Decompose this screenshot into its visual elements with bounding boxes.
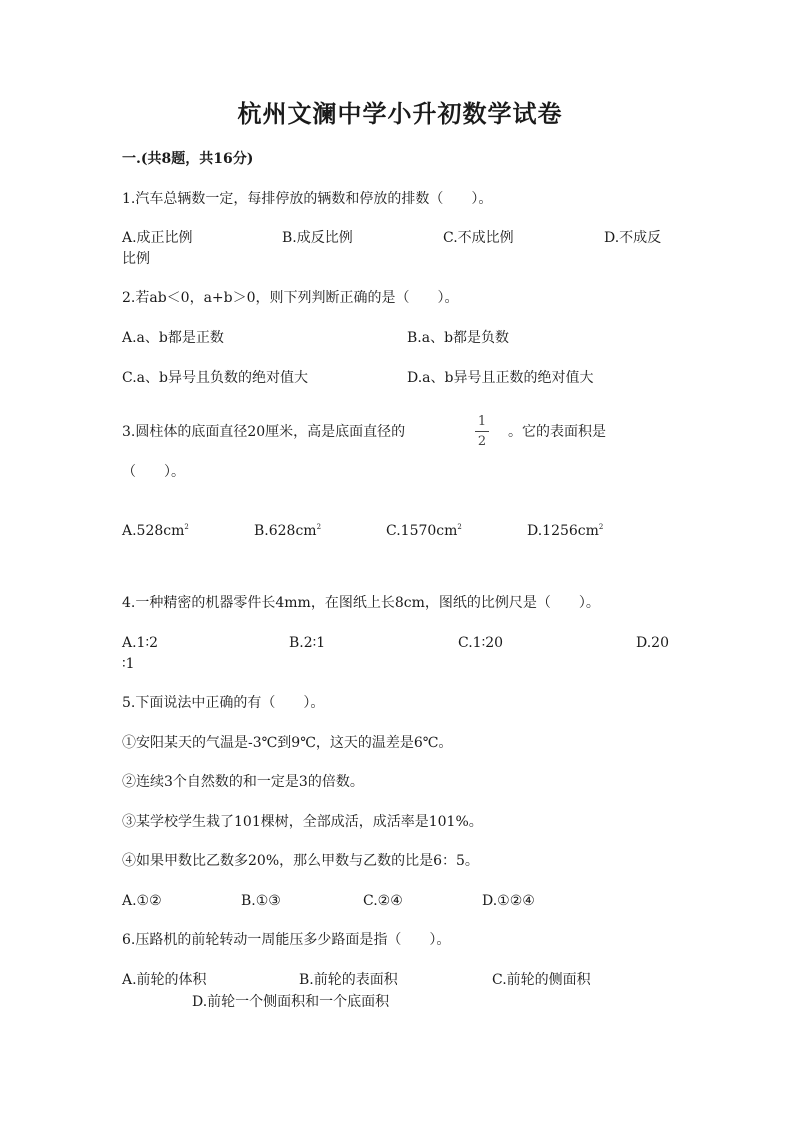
- question-2-stem: 2.若ab＜0，a+b＞0，则下列判断正确的是（ ）。: [122, 290, 459, 306]
- question-5-option-d[interactable]: D.①②④: [482, 893, 535, 909]
- question-4-option-b[interactable]: B.2∶1: [289, 635, 326, 651]
- section-heading: 一.(共8题，共16分): [122, 151, 254, 167]
- question-6-option-d[interactable]: D.前轮一个侧面积和一个底面积: [192, 994, 390, 1010]
- question-2-option-c[interactable]: C.a、b异号且负数的绝对值大: [122, 370, 308, 386]
- question-5-statement-4: ④如果甲数比乙数多20%，那么甲数与乙数的比是6：5。: [122, 853, 479, 869]
- unit-superscript: 2: [457, 523, 462, 531]
- question-1-option-d[interactable]: D.不成反: [604, 230, 662, 246]
- question-4-option-d[interactable]: D.20: [636, 635, 669, 651]
- page-title: 杭州文澜中学小升初数学试卷: [237, 99, 563, 128]
- question-6-option-b[interactable]: B.前轮的表面积: [299, 972, 398, 988]
- question-5-statement-1: ①安阳某天的气温是-3℃到9℃，这天的温差是6℃。: [122, 735, 453, 751]
- fraction-denominator: 2: [477, 434, 487, 449]
- question-2-option-a[interactable]: A.a、b都是正数: [122, 330, 224, 346]
- question-4-option-a[interactable]: A.1∶2: [122, 635, 159, 651]
- question-6-option-c[interactable]: C.前轮的侧面积: [492, 972, 591, 988]
- unit-superscript: 2: [316, 523, 322, 531]
- unit-superscript: 2: [598, 523, 604, 531]
- question-2-option-b[interactable]: B.a、b都是负数: [407, 330, 510, 346]
- question-3-option-b[interactable]: [254, 518, 321, 540]
- question-6-option-a[interactable]: A.前轮的体积: [122, 972, 207, 988]
- question-3-option-a[interactable]: [122, 518, 189, 540]
- question-1-option-b[interactable]: B.成反比例: [282, 230, 353, 246]
- question-4-option-d-wrap: ∶1: [122, 656, 135, 672]
- fraction-bar: [475, 431, 489, 432]
- question-4-stem: 4.一种精密的机器零件长4mm，在图纸上长8cm，图纸的比例尺是（ ）。: [122, 595, 600, 611]
- option-text: B.628cm: [254, 523, 317, 539]
- question-5-option-c[interactable]: C.②④: [363, 893, 403, 909]
- option-text: C.1570cm: [386, 523, 458, 539]
- option-text: A.528cm: [122, 523, 185, 539]
- option-text: D.1256cm: [527, 523, 599, 539]
- question-5-stem: 5.下面说法中正确的有（ ）。: [122, 695, 325, 711]
- question-5-statement-3: ③某学校学生栽了101棵树，全部成活，成活率是101%。: [122, 814, 483, 830]
- question-1-option-a[interactable]: A.成正比例: [122, 230, 193, 246]
- question-5-option-b[interactable]: B.①③: [241, 893, 281, 909]
- question-1-stem: 1.汽车总辆数一定，每排停放的辆数和停放的排数（ ）。: [122, 191, 493, 207]
- fraction-one-half: [474, 414, 490, 449]
- question-1-option-c[interactable]: C.不成比例: [443, 230, 514, 246]
- unit-superscript: 2: [184, 523, 189, 531]
- question-3-stem: 3.圆柱体的底面直径20厘米，高是底面直径的: [122, 424, 406, 440]
- question-4-option-c[interactable]: C.1∶20: [458, 635, 504, 651]
- question-3-stem-tail: 。它的表面积是: [508, 424, 606, 440]
- question-2-option-d[interactable]: D.a、b异号且正数的绝对值大: [407, 370, 594, 386]
- question-3-option-c[interactable]: [386, 518, 462, 540]
- question-5-option-a[interactable]: A.①②: [122, 893, 162, 909]
- question-6-stem: 6.压路机的前轮转动一周能压多少路面是指（ ）。: [122, 932, 451, 948]
- question-3-option-d[interactable]: [527, 518, 603, 540]
- question-5-statement-2: ②连续3个自然数的和一定是3的倍数。: [122, 774, 364, 790]
- question-1-option-d-wrap: 比例: [122, 251, 150, 267]
- fraction-numerator: 1: [477, 414, 487, 429]
- question-3-answer-paren: （ ）。: [122, 464, 185, 480]
